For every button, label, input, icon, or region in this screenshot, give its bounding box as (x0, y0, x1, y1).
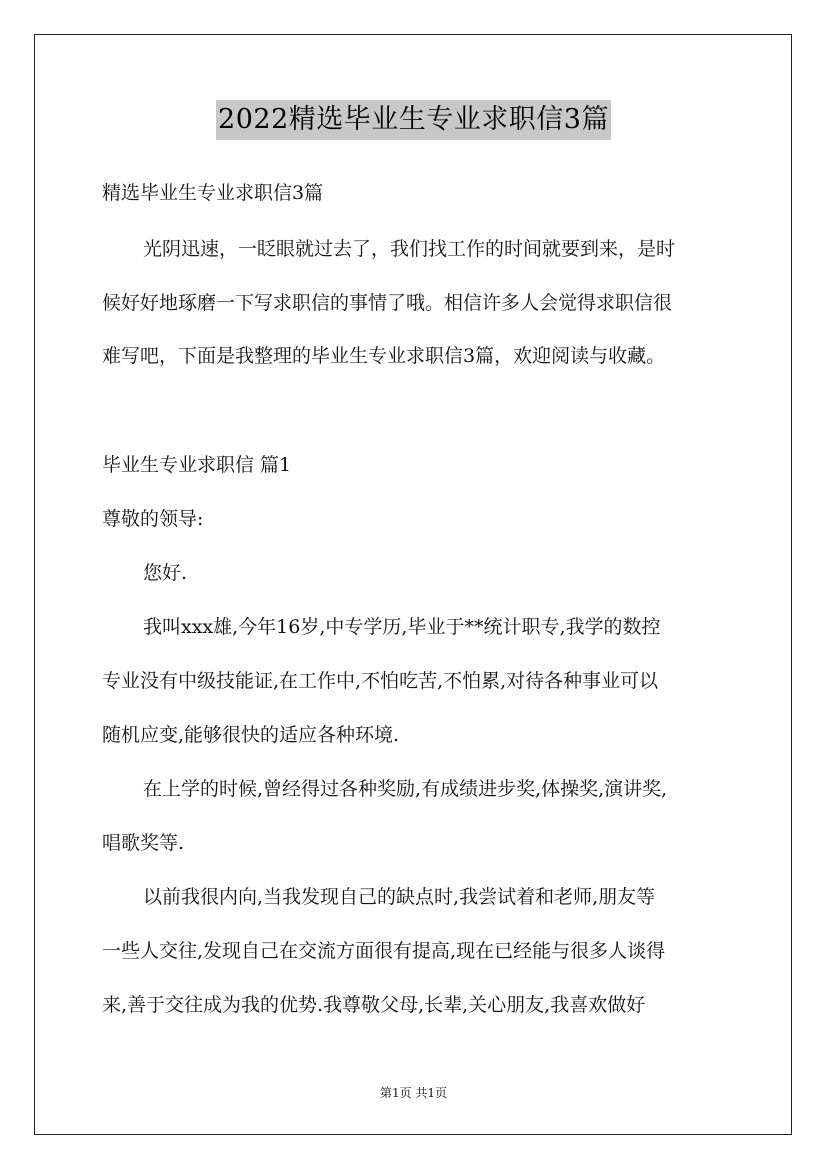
section-heading: 毕业生专业求职信 篇1 (102, 454, 292, 476)
intro-line-2: 候好好地琢磨一下写求职信的事情了哦。相信许多人会觉得求职信很 (102, 292, 673, 314)
body-line-2: 专业没有中级技能证,在工作中,不怕吃苦,不怕累,对待各种事业可以 (102, 670, 659, 692)
body-line-5: 唱歌奖等. (102, 832, 185, 854)
body-line-3: 随机应变,能够很快的适应各种环境. (102, 724, 400, 746)
body-line-8: 来,善于交往成为我的优势.我尊敬父母,长辈,关心朋友,我喜欢做好 (102, 994, 646, 1016)
document-title: 2022精选毕业生专业求职信3篇 (216, 100, 611, 140)
intro-line-1: 光阴迅速，一眨眼就过去了，我们找工作的时间就要到来，是时 (143, 238, 676, 260)
salutation: 尊敬的领导: (102, 508, 204, 530)
document-subtitle: 精选毕业生专业求职信3篇 (102, 182, 324, 204)
title-container (0, 100, 827, 140)
body-line-7: 一些人交往,发现自己在交流方面很有提高,现在已经能与很多人谈得 (102, 940, 666, 962)
page-footer: 第1页 共1页 (379, 1086, 448, 1100)
intro-line-3: 难写吧，下面是我整理的毕业生专业求职信3篇，欢迎阅读与收藏。 (102, 345, 666, 367)
body-line-1: 我叫xxx雄,今年16岁,中专学历,毕业于**统计职专,我学的数控 (143, 616, 661, 638)
body-line-4: 在上学的时候,曾经得过各种奖励,有成绩进步奖,体操奖,演讲奖, (143, 778, 668, 800)
body-line-6: 以前我很内向,当我发现自己的缺点时,我尝试着和老师,朋友等 (143, 886, 656, 908)
greeting: 您好. (143, 562, 188, 584)
